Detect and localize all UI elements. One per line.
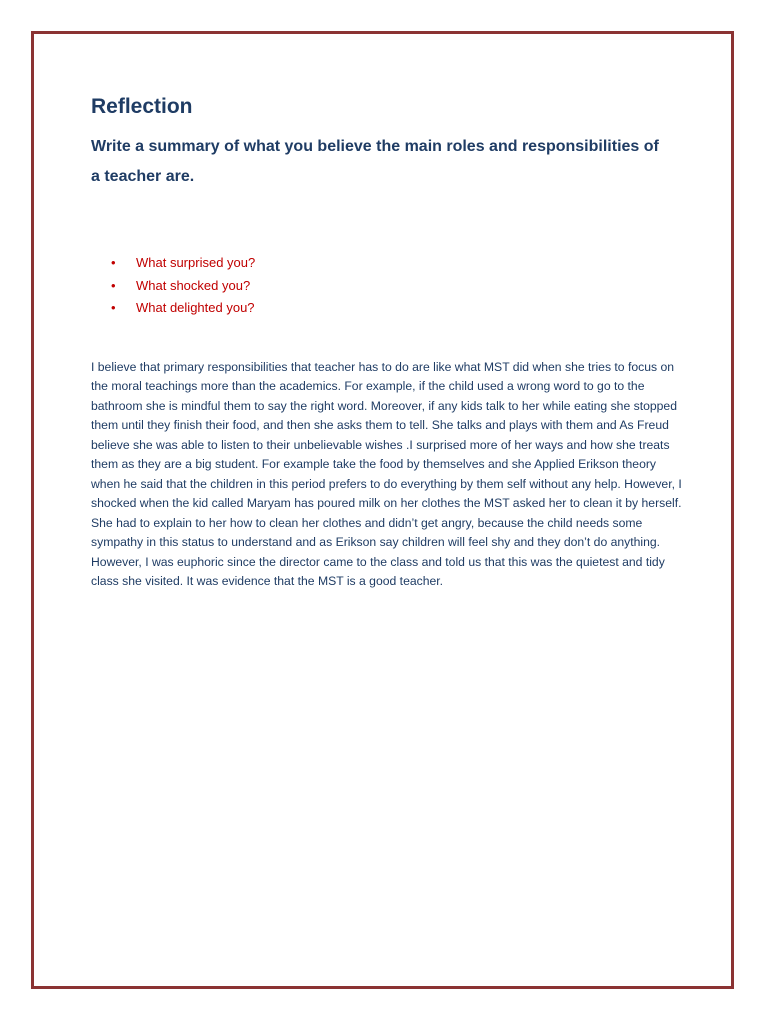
document-body — [91, 92, 691, 592]
page-title: Reflection — [91, 95, 193, 118]
assignment-prompt: Write a summary of what you believe the main roles and responsibilities of a teacher are. — [91, 138, 659, 185]
bullet-icon: • — [111, 255, 116, 270]
list-item — [91, 252, 691, 275]
reflection-questions — [91, 252, 691, 320]
question-text: What surprised you? — [136, 255, 256, 270]
bullet-icon: • — [111, 277, 116, 293]
bullet-icon: • — [111, 300, 116, 315]
list-item — [91, 297, 691, 320]
reflection-answer: I believe that primary responsibilities that teacher has to do are like what MST did when she tries to focus on the moral teachings more than the academics. For example, if the child used a wrong word to go to the bathroom she is mindful them to say the right word. Moreover, if any kids talk to her while eating she stopped them until they finish their food, and then she asks them to tell. She talks and plays with them and As Freud believe she was able to listen to their unbelievable wishes .I surprised more of her ways and how she treats them as they are a big student. For example take the food by themselves and she Applied Erikson theory when he said that the children in this period prefers to do everything by them self without any help. However, I shocked when the kid called Maryam has poured milk on her clothes the MST asked her to clean it by herself. She had to explain to her how to clean her clothes and didn’t get angry, because the child needs some sympathy in this status to understand and as Erikson say children will feel shy and they don’t do anything. However, I was euphoric since the director came to the class and told us that this was the quietest and tidy class she visited. It was evidence that the MST is a good teacher. — [91, 359, 682, 588]
question-text: What delighted you? — [136, 300, 255, 315]
question-text: What shocked you? — [136, 277, 251, 293]
list-item — [91, 275, 691, 298]
